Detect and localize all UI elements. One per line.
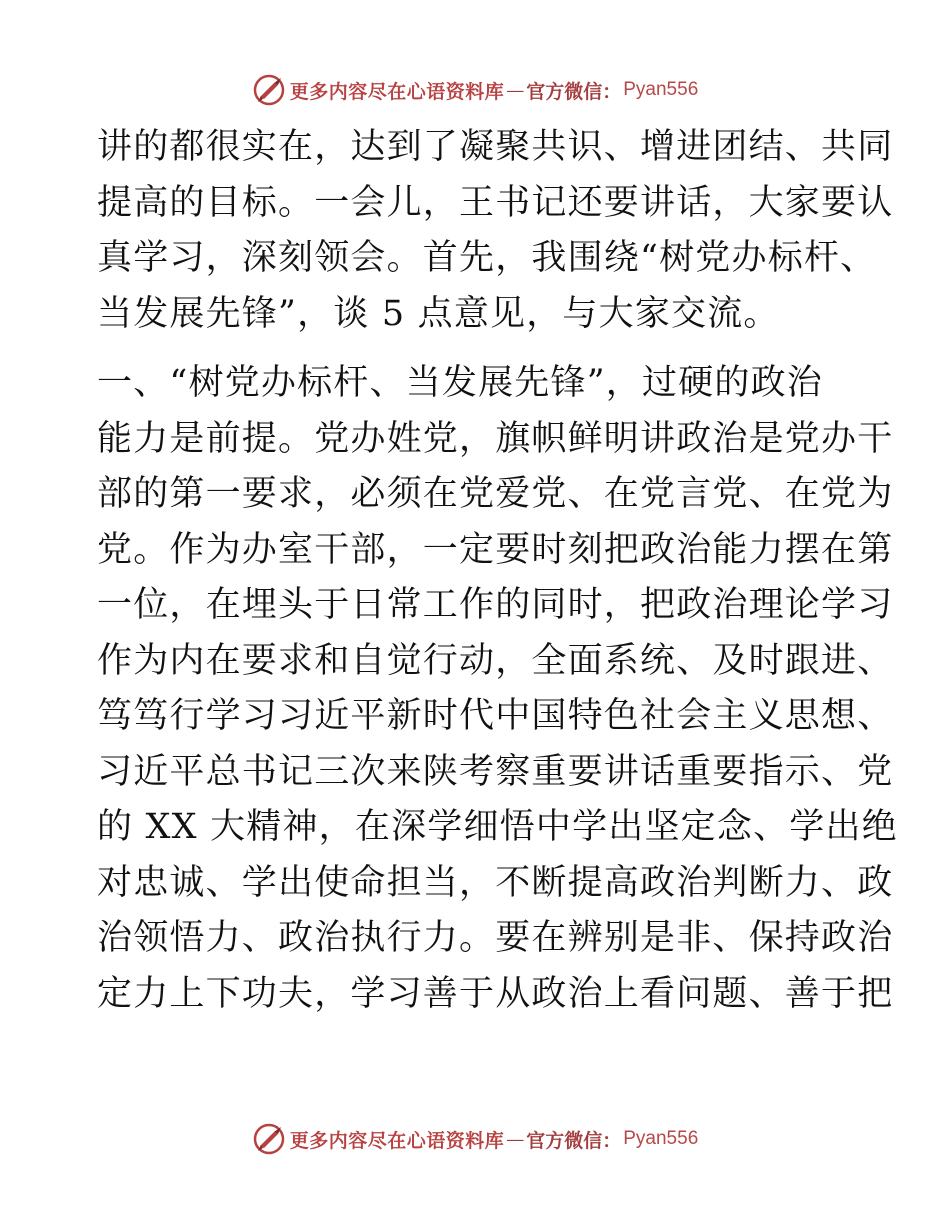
text-line: 习近平总书记三次来陕考察重要讲话重要指示、党 <box>97 751 894 792</box>
text-line: 党。作为办室干部，一定要时刻把政治能力摆在第 <box>97 529 894 570</box>
text-line: 能力是前提。党办姓党，旗帜鲜明讲政治是党办干 <box>97 418 894 459</box>
text-line: 一、“树党办标杆、当发展先锋”，过硬的政治 <box>97 363 823 403</box>
text-line: 治领悟力、政治执行力。要在辨别是非、保持政治 <box>97 918 894 958</box>
paragraph-gap <box>97 342 857 356</box>
banner-title: 更多内容尽在心语资料库 <box>289 80 505 103</box>
text-line: 提高的目标。一会儿，王书记还要讲话，大家要认 <box>97 182 894 223</box>
text-line: 作为内在要求和自觉行动，全面系统、及时跟进、 <box>97 640 894 681</box>
text-line: 真学习，深刻领会。首先，我围绕“树党办标杆、 <box>97 238 877 278</box>
text-line: 讲的都很实在，达到了凝聚共识、增进团结、共同 <box>97 127 894 167</box>
paragraph-1 <box>97 120 894 342</box>
text-line: 定力上下功夫，学习善于从政治上看问题、善于把 <box>97 973 894 1014</box>
text-line: 的 XX 大精神，在深学细悟中学出坚定念、学出绝 <box>97 807 898 847</box>
banner-wechat-label: 官方微信： <box>526 80 622 103</box>
text-line: 部的第一要求，必须在党爱党、在党言党、在党为 <box>97 474 894 514</box>
text-line: 笃笃行学习习近平新时代中国特色社会主义思想、 <box>97 696 894 736</box>
paragraph-2 <box>97 356 898 1022</box>
banner-wechat-label: 官方微信： <box>526 1129 622 1152</box>
pen-quill-logo-icon <box>252 1122 286 1156</box>
pen-quill-logo-icon <box>252 73 286 107</box>
text-line: 对忠诚、学出使命担当，不断提高政治判断力、政 <box>97 862 894 903</box>
banner-wechat-id: Pyan556 <box>623 1128 699 1149</box>
footer-banner <box>0 1119 950 1159</box>
document-body <box>97 120 898 1022</box>
banner-title: 更多内容尽在心语资料库 <box>289 1129 505 1152</box>
banner-dash: — <box>506 79 525 101</box>
banner-dash: — <box>506 1128 525 1150</box>
banner-wechat-id: Pyan556 <box>623 79 699 100</box>
header-banner <box>0 70 950 110</box>
text-line: 一位，在埋头于日常工作的同时，把政治理论学习 <box>97 585 894 625</box>
text-line: 当发展先锋”，谈 5 点意见，与大家交流。 <box>97 293 780 334</box>
